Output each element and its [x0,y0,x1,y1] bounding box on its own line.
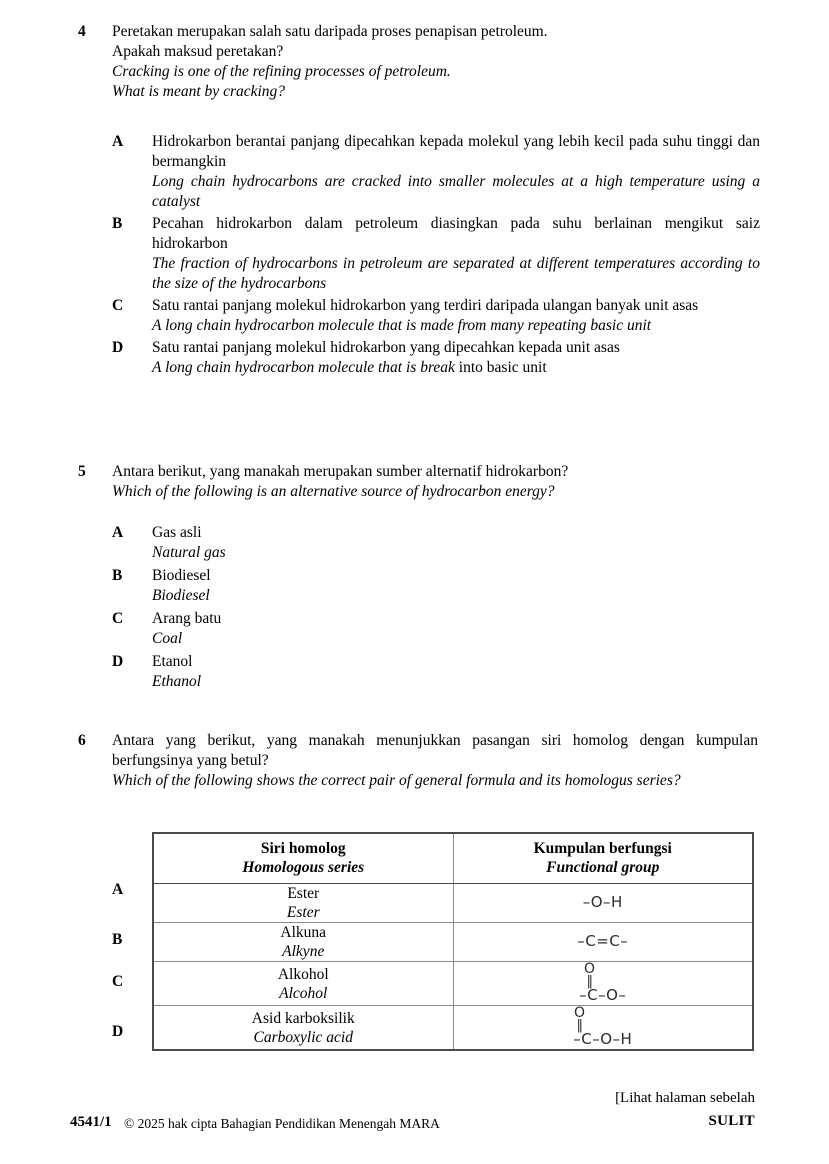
question-4-stem [112,22,758,102]
option-4-C-letter: C [112,297,124,314]
table-header-group-en: Functional group [546,859,660,876]
series-en-C: Alcohol [279,984,328,1002]
question-5-stem [112,462,758,502]
table-row[interactable] [153,923,753,962]
double-bond-icon-D: ‖ [576,1018,583,1033]
table-cell-series-C [153,962,453,1006]
option-4-B-text-en: The fraction of hydrocarbons in petroleum are separated at different temperatures according to the size of the hydrocarbons [152,255,760,292]
functional-group-hydroxyl [583,894,623,911]
option-4-B-letter: B [112,215,123,232]
functional-group-base-C: –C–O– [579,986,627,1004]
series-ms-B: Alkuna [280,924,327,941]
series-ms-A: Ester [287,885,320,902]
option-5-D[interactable] [112,652,762,692]
question-4 [78,22,758,102]
table-cell-group-A [453,884,753,923]
table-header-series [153,833,453,884]
table-header-group [453,833,753,884]
table-row-letter-C: C [112,973,124,990]
question-4-stem-ms-line-1: Peretakan merupakan salah satu daripada proses penapisan petroleum. [112,23,548,40]
question-4-stem-en-line-1: Cracking is one of the refining processes of petroleum. [112,63,451,80]
table-row[interactable] [153,884,753,923]
table-header-series-en: Homologous series [242,859,365,876]
table-cell-series-A [153,884,453,923]
question-4-stem-ms-line-2: Apakah maksud peretakan? [112,43,284,60]
paper-code: 4541/1 [70,1114,112,1130]
option-4-C[interactable] [112,296,760,336]
functional-group-carboxyl [573,1006,632,1048]
copyright-notice: © 2025 hak cipta Bahagian Pendidikan Menengah MARA [124,1116,440,1131]
option-5-D-text-en: Ethanol [152,673,202,690]
option-5-A-letter: A [112,524,124,541]
option-5-C-text-ms: Arang batu [152,610,222,627]
question-5 [78,462,758,502]
functional-group-top-C: O [583,961,596,977]
series-ms-C: Alkohol [277,965,329,983]
option-4-D-text-ms: Satu rantai panjang molekul hidrokarbon yang dipecahkan kepada unit asas [152,339,620,356]
table-row-letter-B: B [112,931,123,948]
question-6-stem [112,731,758,791]
option-5-A[interactable] [112,523,762,563]
option-4-A[interactable] [112,132,760,212]
question-4-stem-en-line-2: What is meant by cracking? [112,83,286,100]
table-cell-group-D [453,1006,753,1051]
option-4-B-text-ms: Pecahan hidrokarbon dalam petroleum diasingkan pada suhu berlainan mengikut saiz hidrokarbon [152,215,760,252]
question-4-number: 4 [78,23,86,40]
option-5-C[interactable] [112,609,762,649]
table-header-row [153,833,753,884]
functional-group-base-D: –C–O–H [573,1030,633,1048]
option-4-D-text-en-italic: A long chain hydrocarbon molecule that is break [152,359,455,376]
option-4-A-text-ms: Hidrokarbon berantai panjang dipecahkan kepada molekul yang lebih kecil pada suhu tinggi dan bermangkin [152,133,760,170]
question-6-number: 6 [78,732,86,749]
option-4-C-text-en: A long chain hydrocarbon molecule that is made from many repeating basic unit [152,317,652,334]
option-4-D[interactable] [112,338,760,378]
table-cell-series-B [153,923,453,962]
series-ms-D: Asid karboksilik [251,1009,355,1027]
question-6-stem-en: Which of the following shows the correct pair of general formula and its homologus series? [112,772,681,789]
functional-group-top-D: O [573,1005,586,1021]
option-5-B-text-en: Biodiesel [152,587,210,604]
option-4-D-text-en-roman: into basic unit [454,359,547,376]
option-5-C-text-en: Coal [152,630,183,647]
series-en-A: Ester [286,904,320,921]
option-4-D-letter: D [112,339,124,356]
option-5-D-text-ms: Etanol [152,653,193,670]
option-5-B[interactable] [112,566,762,606]
see-next-page-note: [Lihat halaman sebelah [615,1090,755,1106]
option-5-A-text-ms: Gas asli [152,524,202,541]
question-5-stem-en-line-1: Which of the following is an alternative source of hydrocarbon energy? [112,483,555,500]
option-5-B-text-ms: Biodiesel [152,567,211,584]
option-4-A-text-en: Long chain hydrocarbons are cracked into smaller molecules at a high temperature using a catalyst [152,173,760,210]
table-row-letter-D: D [112,1023,124,1040]
confidential-label: SULIT [708,1113,755,1129]
functional-group-ester [579,962,626,1004]
page-footer [0,1089,829,1149]
table-row-letter-A: A [112,881,124,898]
table-row[interactable] [153,1006,753,1051]
functional-group-alkene-bond [577,933,628,950]
series-en-D: Carboxylic acid [253,1028,353,1046]
option-5-B-letter: B [112,567,123,584]
table-header-series-ms: Siri homolog [260,840,346,857]
option-4-C-text-ms: Satu rantai panjang molekul hidrokarbon yang terdiri daripada ulangan banyak unit asas [152,297,699,314]
question-5-options [112,523,762,692]
question-6-stem-ms: Antara yang berikut, yang manakah menunjukkan pasangan siri homolog dengan kumpulan berfungsinya yang betul? [112,732,758,769]
table-cell-series-D [153,1006,453,1051]
option-4-D-text-en [152,358,760,378]
option-5-A-text-en: Natural gas [152,544,226,561]
double-bond-icon-C: ‖ [586,974,593,989]
question-5-number: 5 [78,463,86,480]
question-6 [78,731,758,791]
functional-group-base-B: –C=C– [577,932,629,950]
table-cell-group-B [453,923,753,962]
option-4-B[interactable] [112,214,760,294]
option-5-D-letter: D [112,653,124,670]
homologous-series-table [152,832,754,1051]
option-4-A-letter: A [112,133,124,150]
series-en-B: Alkyne [282,943,325,960]
table-header-group-ms: Kumpulan berfungsi [533,840,672,857]
option-5-C-letter: C [112,610,124,627]
table-row[interactable] [153,962,753,1006]
functional-group-base-A: –O–H [582,893,623,911]
table-cell-group-C [453,962,753,1006]
question-5-stem-ms-line-1: Antara berikut, yang manakah merupakan sumber alternatif hidrokarbon? [112,463,569,480]
question-4-options [112,132,760,378]
